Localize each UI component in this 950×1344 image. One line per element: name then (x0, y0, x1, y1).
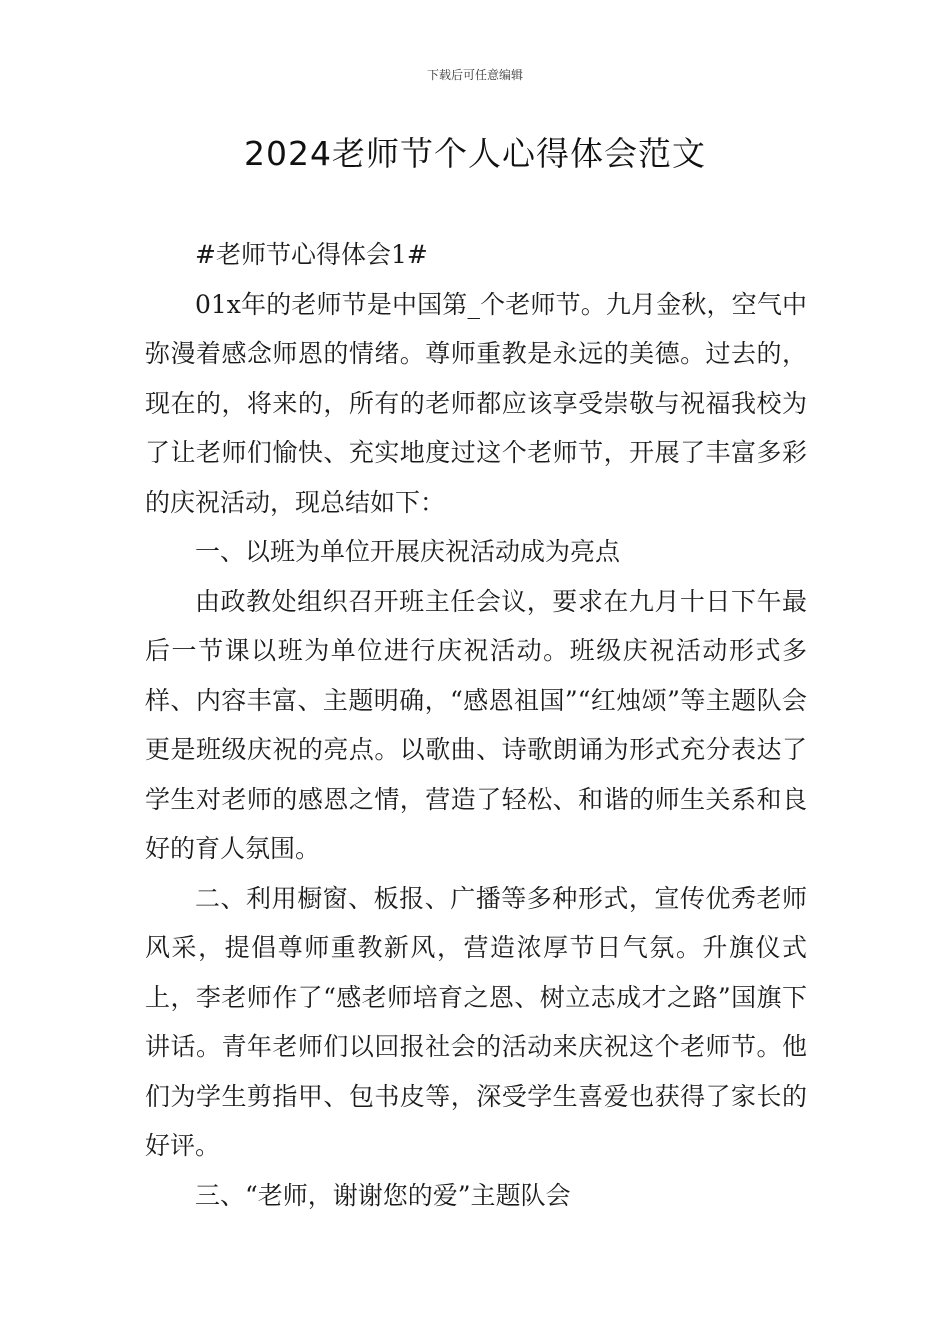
paragraph: 01x年的老师节是中国第_个老师节。九月金秋，空气中弥漫着感念师恩的情绪。尊师重教是永远的美德。过去的，现在的，将来的，所有的老师都应该享受崇敬与祝福我校为了让老师们愉快、充实地度过这个老师节，开展了丰富多彩的庆祝活动，现总结如下： (145, 289, 807, 517)
document-title: 2024老师节个人心得体会范文 (244, 134, 706, 173)
section-heading-3: 三、“老师，谢谢您的爱”主题队会 (195, 1180, 571, 1210)
paragraph-heading-1: #老师节心得体会1# (195, 240, 428, 269)
paragraph: 由政教处组织召开班主任会议，要求在九月十日下午最后一节课以班为单位进行庆祝活动。班级庆祝活动形式多样、内容丰富、主题明确，“感恩祖国”“红烛颂”等主题队会更是班级庆祝的亮点。以歌曲、诗歌朗诵为形式充分表达了学生对老师的感恩之情，营造了轻松、和谐的师生关系和良好的育人氛围。 (145, 586, 807, 863)
paragraph: 二、利用橱窗、板报、广播等多种形式，宣传优秀老师风采，提倡尊师重教新风，营造浓厚节日气氛。升旗仪式上，李老师作了“感老师培育之恩、树立志成才之路”国旗下讲话。青年老师们以回报社会的活动来庆祝这个老师节。他们为学生剪指甲、包书皮等，深受学生喜爱也获得了家长的好评。 (145, 883, 807, 1160)
section-heading-1: 一、以班为单位开展庆祝活动成为亮点 (195, 537, 621, 566)
header-note: 下载后可任意编辑 (426, 68, 523, 82)
document-body (145, 230, 807, 1220)
